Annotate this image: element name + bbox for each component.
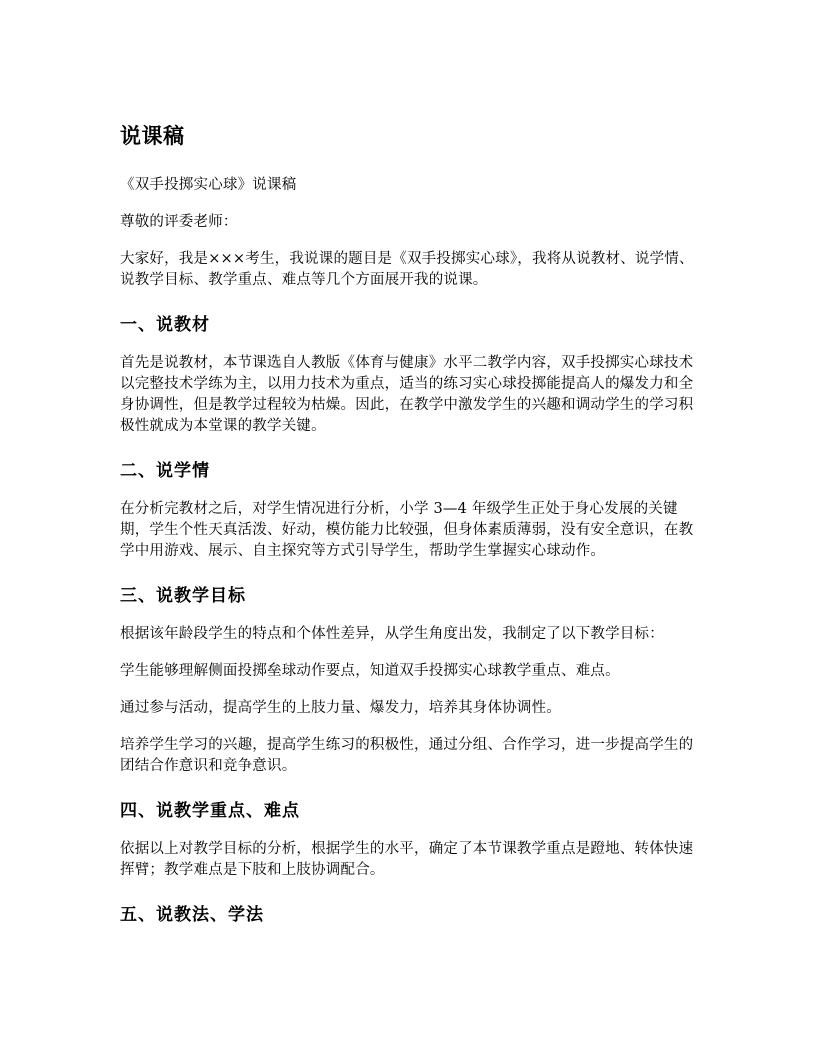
textbook-paragraph: 首先是说教材，本节课选自人教版《体育与健康》水平二教学内容，双手投掷实心球技术以完整技术学练为主，以用力技术为重点，适当的练习实心球投掷能提高人的爆发力和全身协调性，但是教学过程较为枯燥。因此，在教学中激发学生的兴趣和调动学生的学习积极性就成为本堂课的教学关键。: [120, 355, 694, 434]
section-heading-students: 二、说学情: [120, 461, 210, 481]
key-points-paragraph: 依据以上对教学目标的分析，根据学生的水平，确定了本节课教学重点是蹬地、转体快速挥臂；教学难点是下肢和上肢协调配合。: [120, 841, 694, 878]
intro-paragraph: 大家好，我是×××考生，我说课的题目是《双手投掷实心球》，我将从说教材、说学情、说教学目标、教学重点、难点等几个方面展开我的说课。: [120, 251, 694, 288]
section-heading-key-points: 四、说教学重点、难点: [120, 801, 300, 821]
students-paragraph: 在分析完教材之后，对学生情况进行分析，小学 3—4 年级学生正处于身心发展的关键期，学生个性天真活泼、好动，模仿能力比较强，但身体素质薄弱，没有安全意识，在教学中用游戏、展示、自主探究等方式引导学生，帮助学生掌握实心球动作。: [120, 501, 694, 559]
document-content: [120, 121, 700, 943]
document-subtitle: 《双手投掷实心球》说课稿: [120, 177, 297, 193]
objective-skill-paragraph: 通过参与活动，提高学生的上肢力量、爆发力，培养其身体协调性。: [120, 700, 561, 716]
section-heading-textbook: 一、说教材: [120, 315, 210, 335]
section-heading-methods: 五、说教法、学法: [120, 905, 264, 925]
objective-knowledge-paragraph: 学生能够理解侧面投掷垒球动作要点，知道双手投掷实心球教学重点、难点。: [120, 663, 620, 679]
greeting: 尊敬的评委老师：: [120, 214, 238, 230]
section-heading-objectives: 三、说教学目标: [120, 586, 246, 606]
page-title: 说课稿: [120, 124, 185, 148]
objective-attitude-paragraph: 培养学生学习的兴趣，提高学生练习的积极性，通过分组、合作学习，进一步提高学生的团结合作意识和竞争意识。: [120, 737, 694, 774]
objectives-intro-paragraph: 根据该年龄段学生的特点和个体性差异，从学生角度出发，我制定了以下教学目标：: [120, 626, 664, 642]
